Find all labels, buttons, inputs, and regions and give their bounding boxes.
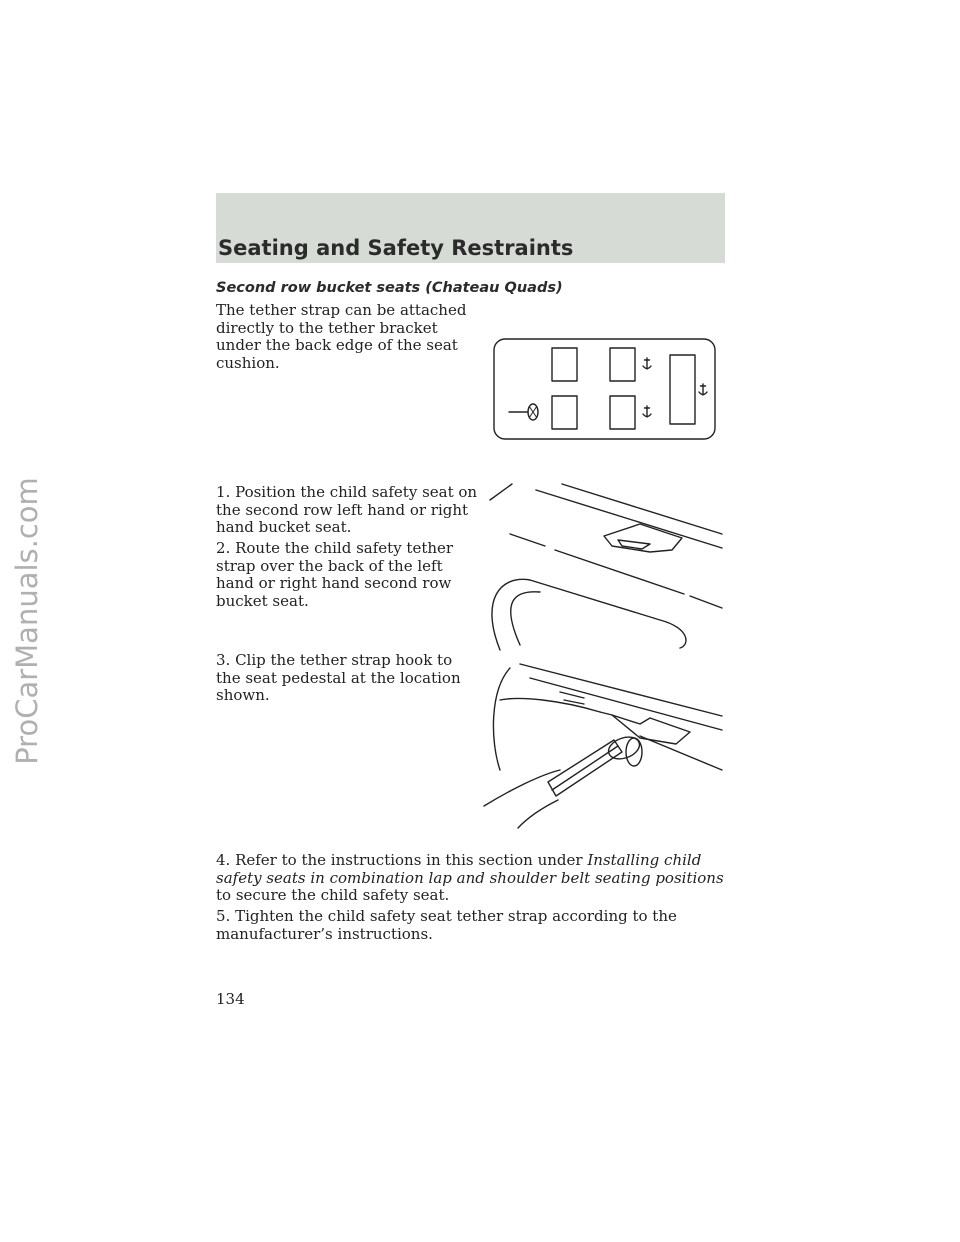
step-2-paragraph: 2. Route the child safety tether strap over the back of the left hand or right hand second row bucket seat. xyxy=(216,539,454,610)
step-4-prefix: 4. Refer to the instructions in this section under xyxy=(216,851,588,869)
seat-second-row-left xyxy=(610,396,635,429)
anchor-icon xyxy=(699,384,707,395)
page-number: 134 xyxy=(216,990,245,1008)
step-4-reference-link: Installing child safety seats in combination lap and shoulder belt seating positions xyxy=(216,851,724,887)
seat-third-row-bench xyxy=(670,355,695,424)
watermark: ProCarManuals.com xyxy=(10,477,44,765)
vehicle-outline xyxy=(494,339,715,439)
step-1-paragraph: 1. Position the child safety seat on the second row left hand or right hand bucket seat. xyxy=(216,483,478,536)
step-4-suffix: to secure the child safety seat. xyxy=(216,886,450,904)
anchor-icon xyxy=(643,358,651,369)
step-5-paragraph: 5. Tighten the child safety seat tether strap according to the manufacturer’s instructions. xyxy=(216,907,677,943)
seat-front-left xyxy=(552,348,577,381)
steering-wheel-icon xyxy=(509,404,538,420)
seat-front-right xyxy=(552,396,577,429)
seat-second-row-right xyxy=(610,348,635,381)
page-header-title: Seating and Safety Restraints xyxy=(218,236,574,260)
step-3-paragraph: 3. Clip the tether strap hook to the seat pedestal at the location shown. xyxy=(216,651,461,704)
step-4-paragraph xyxy=(216,852,726,905)
section-heading: Second row bucket seats (Chateau Quads) xyxy=(216,280,563,296)
anchor-icon xyxy=(643,406,651,417)
intro-paragraph: The tether strap can be attached directly to the tether bracket under the back edge of the seat cushion. xyxy=(216,301,467,372)
